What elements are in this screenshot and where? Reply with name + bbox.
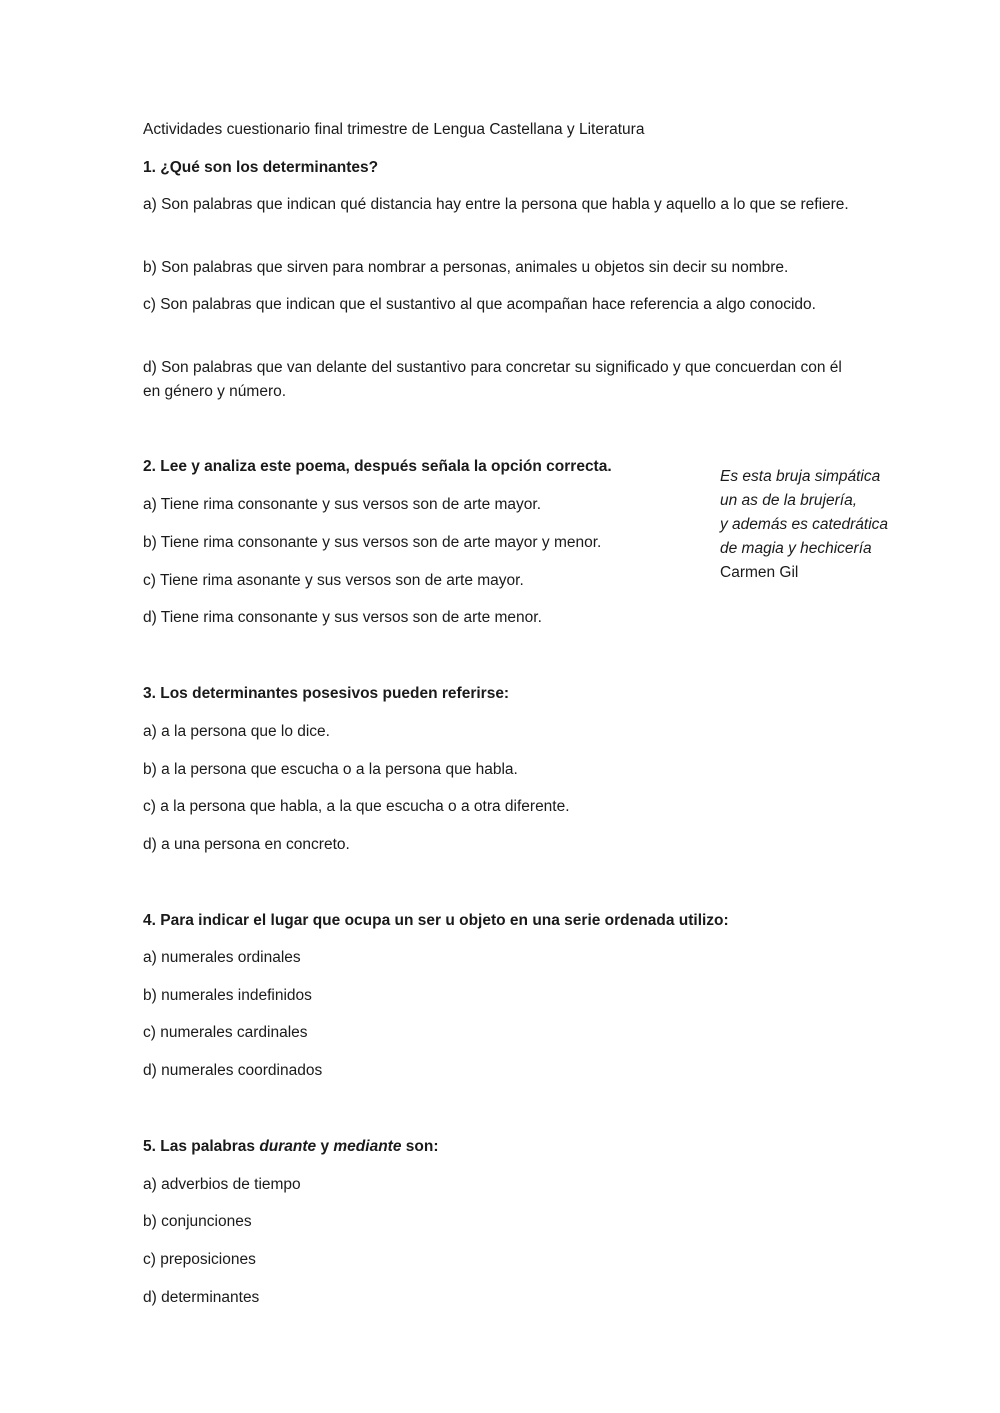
question-5-word-durante: durante <box>259 1138 317 1155</box>
poem <box>720 465 888 585</box>
poem-verse: un as de la brujería, <box>720 492 858 509</box>
question-3-option-a: a) a la persona que lo dice. <box>143 723 330 740</box>
question-5-option-c: c) preposiciones <box>143 1251 256 1268</box>
question-5-prefix: 5. Las palabras <box>143 1138 260 1155</box>
question-4-option-a: a) numerales ordinales <box>143 949 301 966</box>
question-1-option-a: a) Son palabras que indican qué distancia hay entre la persona que habla y aquello a lo que se refiere. <box>143 196 849 213</box>
poem-author: Carmen Gil <box>720 564 799 581</box>
question-3-option-c: c) a la persona que habla, a la que escucha o a otra diferente. <box>143 798 570 815</box>
question-4: 4. Para indicar el lugar que ocupa un ser u objeto en una serie ordenada utilizo: <box>143 912 729 929</box>
question-2-option-d: d) Tiene rima consonante y sus versos son de arte menor. <box>143 609 542 626</box>
question-5-option-d: d) determinantes <box>143 1289 260 1306</box>
question-2: 2. Lee y analiza este poema, después señala la opción correcta. <box>143 458 612 475</box>
question-2-option-a: a) Tiene rima consonante y sus versos son de arte mayor. <box>143 496 542 513</box>
question-1-option-d: d) Son palabras que van delante del sustantivo para concretar su significado y que concuerdan con él en género y número. <box>143 359 842 400</box>
document-title: Actividades cuestionario final trimestre de Lengua Castellana y Literatura <box>143 121 645 138</box>
poem-verse: de magia y hechicería <box>720 540 872 557</box>
question-1-option-c: c) Son palabras que indican que el sustantivo al que acompañan hace referencia a algo conocido. <box>143 296 816 313</box>
question-5-connector: y <box>316 1138 334 1155</box>
question-5-option-a: a) adverbios de tiempo <box>143 1176 301 1193</box>
question-3: 3. Los determinantes posesivos pueden referirse: <box>143 685 510 702</box>
question-4-option-c: c) numerales cardinales <box>143 1024 308 1041</box>
question-5-option-b: b) conjunciones <box>143 1213 252 1230</box>
poem-verse: Es esta bruja simpática <box>720 468 881 485</box>
question-3-option-b: b) a la persona que escucha o a la persona que habla. <box>143 761 518 778</box>
question-5-suffix: son: <box>401 1138 439 1155</box>
question-4-option-d: d) numerales coordinados <box>143 1062 323 1079</box>
question-2-option-b: b) Tiene rima consonante y sus versos son de arte mayor y menor. <box>143 534 602 551</box>
question-1-option-b: b) Son palabras que sirven para nombrar a personas, animales u objetos sin decir su nombre. <box>143 259 789 276</box>
question-1: 1. ¿Qué son los determinantes? <box>143 159 379 176</box>
question-2-option-c: c) Tiene rima asonante y sus versos son de arte mayor. <box>143 572 524 589</box>
poem-verse: y además es catedrática <box>720 516 889 533</box>
question-3-option-d: d) a una persona en concreto. <box>143 836 350 853</box>
question-4-option-b: b) numerales indefinidos <box>143 987 312 1004</box>
question-5-word-mediante: mediante <box>333 1138 402 1155</box>
question-5 <box>143 1135 438 1159</box>
